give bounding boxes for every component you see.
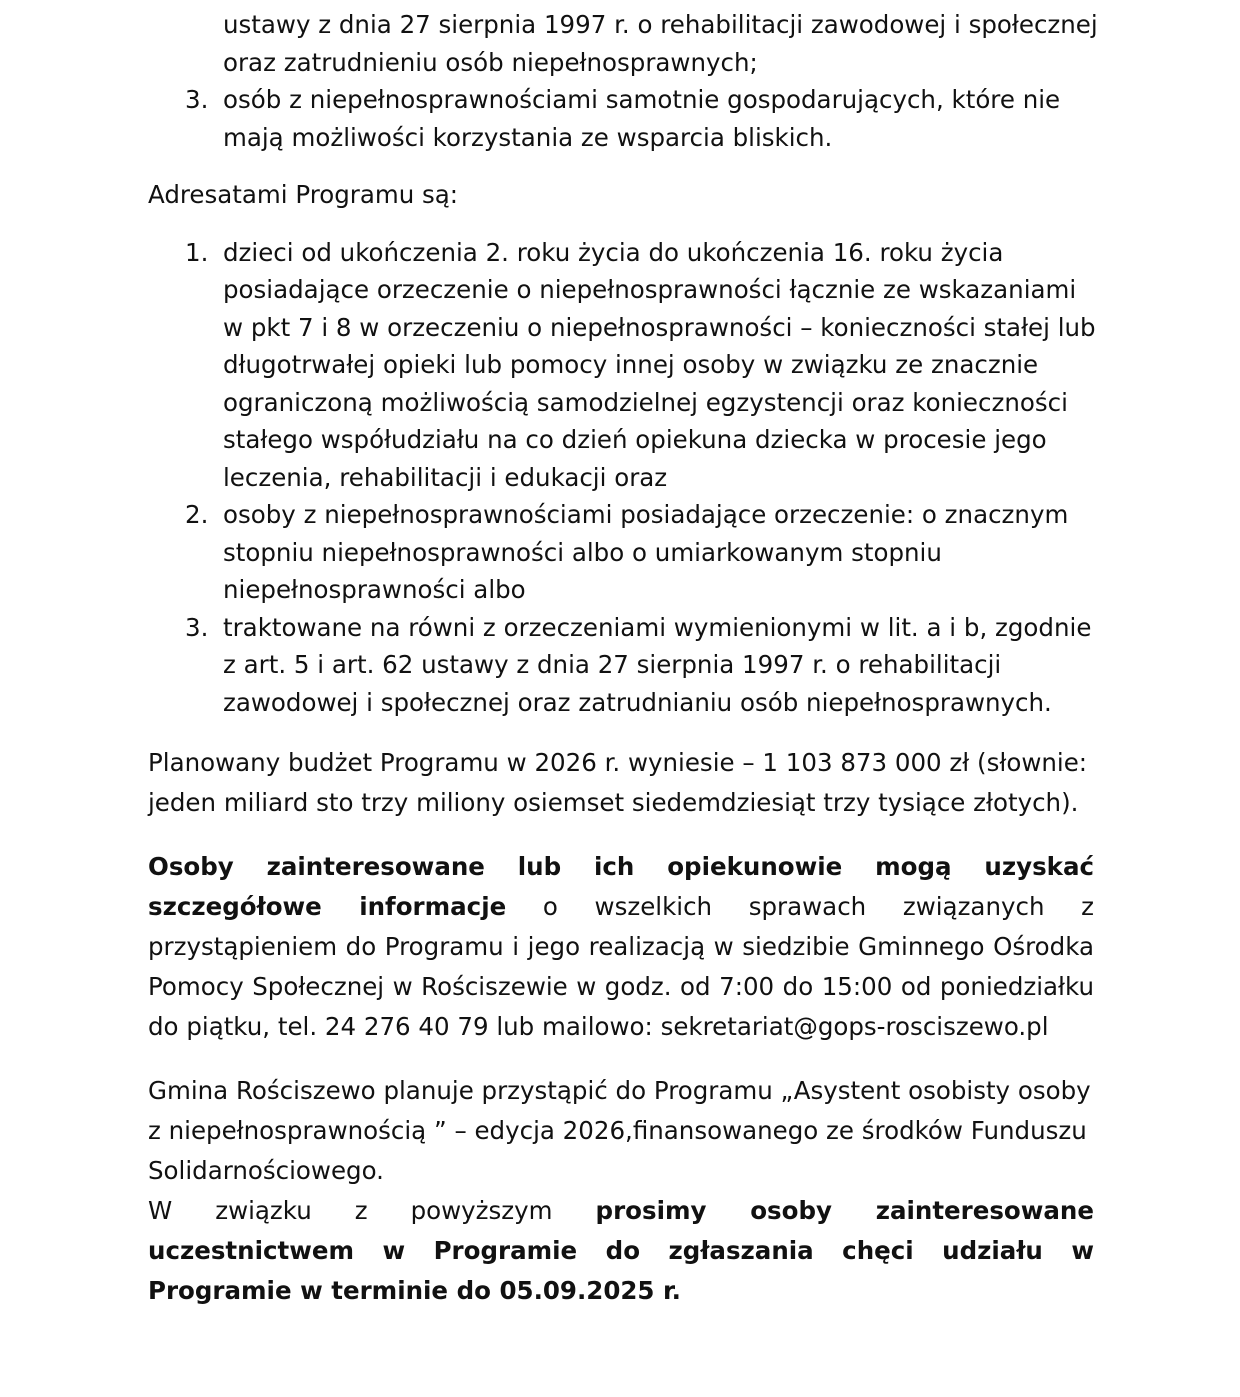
info-text: o wszelkich sprawach związanych z przystąpieniem do Programu i jego realizacją w siedzibie Gminnego Ośrodka Pomocy Społecznej w Rościszewie w godz. od 7:00 do 15:00 od poniedziałku do piątku, tel. 24 276 40 79 lub mailowo: sekretariat@gops-rosciszewo.pl	[148, 892, 1094, 1041]
list-item	[148, 496, 1103, 609]
list-item	[148, 81, 1103, 156]
request-text: W związku z powyższym	[148, 1196, 596, 1225]
list-item	[148, 6, 1103, 81]
info-paragraph	[148, 847, 1094, 1047]
top-list	[148, 6, 1098, 156]
list-item	[148, 609, 1103, 722]
document-page	[148, 6, 1098, 1311]
addressees-heading: Adresatami Programu są:	[148, 180, 459, 209]
list-item-text: osób z niepełnosprawnościami samotnie gospodarujących, które nie mają możliwości korzystania ze wsparcia bliskich.	[223, 85, 1061, 152]
list-number: 2.	[185, 500, 209, 529]
addressees-list	[148, 234, 1094, 722]
list-number: 1.	[185, 237, 209, 267]
list-item	[148, 234, 1103, 497]
list-number: 3.	[185, 85, 209, 114]
info-bold-text: Osoby zainteresowane lub ich opiekunowie mogą uzyskać szczegółowe informacje	[148, 852, 1094, 921]
list-item-text: osoby z niepełnosprawnościami posiadające orzeczenie: o znacznym stopniu niepełnosprawności albo o umiarkowanym stopniu niepełnosprawności albo	[223, 500, 1069, 604]
list-item-text: dzieci od ukończenia 2. roku życia do ukończenia 16. roku życia posiadające orzeczenie o niepełnosprawności łącznie ze wskazaniami w pkt 7 i 8 w orzeczeniu o niepełnosprawności – konieczności stałej lub długotrwałej opieki lub pomocy innej osoby w związku ze znacznie ograniczoną możliwością samodzielnej egzystencji oraz konieczności stałego współudziału na co dzień opiekuna dziecka w procesie jego leczenia, rehabilitacji i edukacji oraz	[223, 237, 1096, 492]
list-item-text: traktowane na równi z orzeczeniami wymienionymi w lit. a i b, zgodnie z art. 5 i art. 62 ustawy z dnia 27 sierpnia 1997 r. o rehabilitacji zawodowej i społecznej oraz zatrudnianiu osób niepełnosprawnych.	[223, 612, 1092, 717]
list-item-text: ustawy z dnia 27 sierpnia 1997 r. o rehabilitacji zawodowej i społecznej oraz zatrudnieniu osób niepełnosprawnych;	[223, 10, 1098, 77]
request-bold-text: prosimy osoby zainteresowane uczestnictwem w Programie do zgłaszania chęci udziału w Programie w terminie do 05.09.2025 r.	[148, 1196, 1094, 1305]
request-paragraph	[148, 1191, 1094, 1311]
budget-paragraph: Planowany budżet Programu w 2026 r. wyniesie – 1 103 873 000 zł (słownie: jeden miliard sto trzy miliony osiemset siedemdziesiąt trzy tysiące złotych).	[148, 748, 1088, 817]
program-intro-paragraph: Gmina Rościszewo planuje przystąpić do Programu „Asystent osobisty osoby z niepełnosprawnością ” – edycja 2026,finansowanego ze środków Funduszu Solidarnościowego.	[148, 1076, 1091, 1185]
list-number: 3.	[185, 612, 209, 642]
